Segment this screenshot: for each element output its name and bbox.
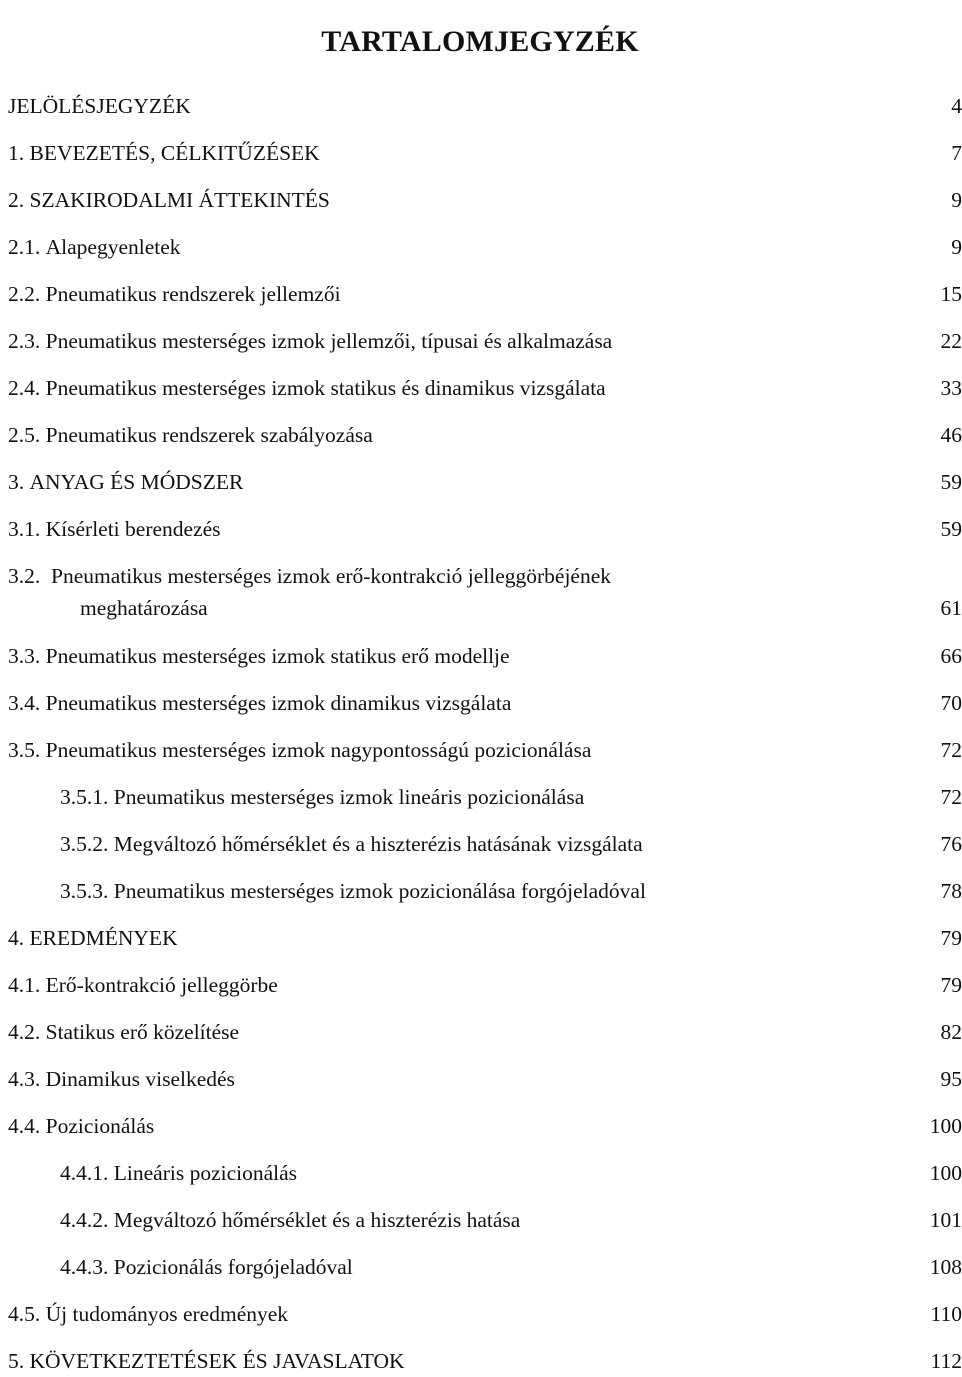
toc-entry-title: Pozicionálás forgójeladóval <box>114 1251 353 1283</box>
toc-entry[interactable] <box>8 325 962 357</box>
toc-entry-number: 2.1. <box>8 231 40 263</box>
toc-entry-title: Pneumatikus mesterséges izmok statikus és dinamikus vizsgálata <box>46 372 606 404</box>
toc-entry-title: Pneumatikus rendszerek jellemzői <box>46 278 341 310</box>
toc-entry[interactable] <box>8 1251 962 1283</box>
toc-entry-number: 5. <box>8 1345 24 1377</box>
toc-entry[interactable] <box>8 781 962 813</box>
toc-entry[interactable] <box>8 372 962 404</box>
toc-entry-page: 72 <box>935 781 962 813</box>
toc-entry[interactable] <box>8 560 962 624</box>
toc-entry-page: 82 <box>935 1016 962 1048</box>
toc-entry-number: 2.3. <box>8 325 40 357</box>
toc-entry-title: Erő-kontrakció jelleggörbe <box>46 969 278 1001</box>
toc-entry-title: Pneumatikus mesterséges izmok statikus erő modellje <box>46 640 510 672</box>
toc-entry[interactable] <box>8 1345 962 1377</box>
toc-entry-page: 100 <box>924 1110 962 1142</box>
toc-entry-page: 61 <box>935 592 962 624</box>
toc-entry-number: 1. <box>8 137 24 169</box>
toc-entry-page: 112 <box>925 1345 962 1377</box>
toc-entry-title: SZAKIRODALMI ÁTTEKINTÉS <box>30 184 330 216</box>
toc-entry[interactable] <box>8 875 962 907</box>
toc-entry-page: 66 <box>935 640 962 672</box>
toc-entry-title: Pneumatikus mesterséges izmok jellemzői, típusai és alkalmazása <box>46 325 613 357</box>
toc-entry-page: 70 <box>935 687 962 719</box>
toc-entry[interactable] <box>8 1157 962 1189</box>
toc-entry-number: 4.4.2. <box>60 1204 108 1236</box>
toc-entry-page: 4 <box>945 90 962 122</box>
toc-entry-number: 4.1. <box>8 969 40 1001</box>
toc-entry-page: 79 <box>935 922 962 954</box>
toc-entry[interactable] <box>8 466 962 498</box>
toc-entry-number: 3.3. <box>8 640 40 672</box>
toc-entry-number: 3.5.1. <box>60 781 108 813</box>
toc-entry-number: 4.5. <box>8 1298 40 1330</box>
toc-entry-page: 46 <box>935 419 962 451</box>
toc-entry-number: 4. <box>8 922 24 954</box>
toc-entry-title: Pneumatikus mesterséges izmok nagypontosságú pozicionálása <box>46 734 592 766</box>
toc-entry-number: 4.3. <box>8 1063 40 1095</box>
toc-entry-title-continued: meghatározása <box>80 592 208 624</box>
toc-entry-title: Pneumatikus mesterséges izmok lineáris pozicionálása <box>114 781 584 813</box>
toc-entry-title: Alapegyenletek <box>46 231 181 263</box>
toc-entry[interactable] <box>8 1204 962 1236</box>
toc-entry-page: 78 <box>935 875 962 907</box>
toc-entry-title: Pneumatikus mesterséges izmok dinamikus vizsgálata <box>46 687 512 719</box>
toc-entry-page: 22 <box>935 325 962 357</box>
toc-entry[interactable] <box>8 1016 962 1048</box>
toc-entry-number: 3.5.2. <box>60 828 108 860</box>
toc-entry-number: 3.5. <box>8 734 40 766</box>
toc-entry[interactable] <box>8 828 962 860</box>
toc-entry[interactable] <box>8 184 962 216</box>
toc-entry-title: Megváltozó hőmérséklet és a hiszterézis hatásának vizsgálata <box>114 828 643 860</box>
toc-entry-number: 4.2. <box>8 1016 40 1048</box>
toc-entry-page: 9 <box>945 231 962 263</box>
toc-entry-number: 4.4.1. <box>60 1157 108 1189</box>
toc-entry-number: 2.5. <box>8 419 40 451</box>
toc-entry[interactable] <box>8 922 962 954</box>
toc-entry[interactable] <box>8 1110 962 1142</box>
toc-entry-title: Megváltozó hőmérséklet és a hiszterézis hatása <box>114 1204 521 1236</box>
toc-entry-title: Új tudományos eredmények <box>46 1298 288 1330</box>
toc-entry-number: 2. <box>8 184 24 216</box>
toc-entry[interactable] <box>8 90 962 122</box>
toc-entry[interactable] <box>8 734 962 766</box>
toc-entry-number: 3. <box>8 466 24 498</box>
toc-entry-page: 59 <box>935 513 962 545</box>
toc-entry[interactable] <box>8 640 962 672</box>
toc-entry-title: Pozicionálás <box>46 1110 155 1142</box>
page-title: TARTALOMJEGYZÉK <box>0 22 960 62</box>
toc-entry-title: Pneumatikus rendszerek szabályozása <box>46 419 373 451</box>
toc-entry-page: 76 <box>935 828 962 860</box>
toc-entry-number: 3.4. <box>8 687 40 719</box>
toc-entry-page: 100 <box>924 1157 962 1189</box>
toc-entry-page: 108 <box>924 1251 962 1283</box>
toc-entry-number: 4.4.3. <box>60 1251 108 1283</box>
toc-entry-page: 95 <box>935 1063 962 1095</box>
toc-entry-number: 2.4. <box>8 372 40 404</box>
toc-entry[interactable] <box>8 137 962 169</box>
toc-entry-page: 7 <box>945 137 962 169</box>
toc-entry-number: 3.1. <box>8 513 40 545</box>
toc-entry-title: Kísérleti berendezés <box>46 513 221 545</box>
toc-entry[interactable] <box>8 278 962 310</box>
toc-entry[interactable] <box>8 969 962 1001</box>
toc-entry-page: 15 <box>935 278 962 310</box>
toc-entry-title: JELÖLÉSJEGYZÉK <box>8 90 191 122</box>
toc-entry[interactable] <box>8 687 962 719</box>
toc-entry-title: Statikus erő közelítése <box>46 1016 239 1048</box>
toc-entry-title: Dinamikus viselkedés <box>46 1063 235 1095</box>
toc-entry-title: Pneumatikus mesterséges izmok erő-kontrakció jelleggörbéjének <box>51 564 611 588</box>
toc-entry-number: 4.4. <box>8 1110 40 1142</box>
toc-entry-title: Pneumatikus mesterséges izmok pozicionálása forgójeladóval <box>114 875 646 907</box>
toc-entry-number: 2.2. <box>8 278 40 310</box>
toc-entry-number: 3.2. <box>8 564 40 588</box>
toc-entry-page: 72 <box>935 734 962 766</box>
toc-entry-page: 59 <box>935 466 962 498</box>
toc-entry[interactable] <box>8 231 962 263</box>
toc-entry-page: 9 <box>945 184 962 216</box>
toc-entry[interactable] <box>8 1063 962 1095</box>
toc-entry-title: Lineáris pozicionálás <box>114 1157 297 1189</box>
toc-entry-page: 79 <box>935 969 962 1001</box>
toc-entry-title: EREDMÉNYEK <box>30 922 178 954</box>
toc-entry-number: 3.5.3. <box>60 875 108 907</box>
toc-entry-page: 33 <box>935 372 962 404</box>
toc-entry[interactable] <box>8 419 962 451</box>
toc-entry[interactable] <box>8 513 962 545</box>
toc-entry-title: KÖVETKEZTETÉSEK ÉS JAVASLATOK <box>30 1345 405 1377</box>
toc-entry[interactable] <box>8 1298 962 1330</box>
toc-entry-title: BEVEZETÉS, CÉLKITŰZÉSEK <box>30 137 320 169</box>
toc-entry-title: ANYAG ÉS MÓDSZER <box>30 466 244 498</box>
toc-entry-page: 101 <box>924 1204 962 1236</box>
toc-entry-page: 110 <box>925 1298 962 1330</box>
